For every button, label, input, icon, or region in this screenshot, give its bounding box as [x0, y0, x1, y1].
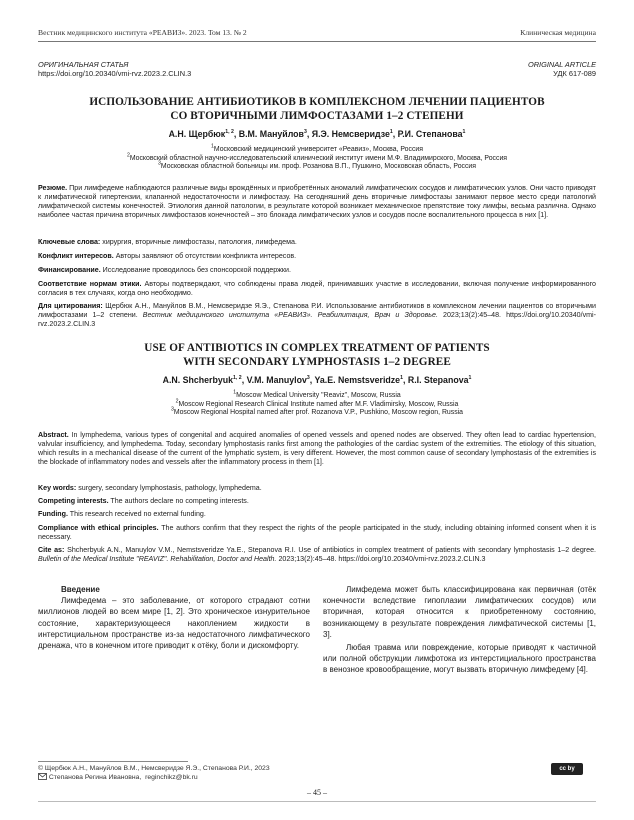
title-en-line2: WITH SECONDARY LYMPHOSTASIS 1–2 DEGREE — [183, 356, 451, 369]
funding-en-label: Funding. — [38, 510, 68, 518]
affiliation-text: Московская областной больницы им. проф. Розанова В.П., Пушкино, Московская область, Россия — [160, 163, 477, 171]
keywords-ru-label: Ключевые слова: — [38, 238, 101, 246]
journal-running-title: Вестник медицинского института «РЕАВИЗ». 2023. Том 13. № 2 — [38, 28, 247, 37]
conflict-en-label: Competing interests. — [38, 497, 109, 505]
conflict-en — [38, 497, 596, 506]
authors-ru — [38, 129, 596, 139]
affiliations-ru — [38, 143, 596, 172]
funding-en — [38, 510, 596, 519]
contact-line — [38, 773, 198, 782]
affiliation — [38, 406, 596, 418]
citation-ru-tail: 2023;13(2):45–48. https://doi.org/10.20340/vmi-rvz.2023.2.CLIN.3 — [38, 310, 596, 328]
funding-ru — [38, 266, 596, 275]
affiliation-sup: 1 — [233, 389, 237, 396]
doi-link[interactable]: https://doi.org/10.20340/vmi-rvz.2023.2.CLIN.3 — [38, 69, 192, 78]
author-sup: 1 — [468, 375, 472, 382]
funding-ru-text: Исследование проводилось без спонсорской поддержки. — [102, 266, 291, 274]
title-en-line1: USE OF ANTIBIOTICS IN COMPLEX TREATMENT OF PATIENTS — [144, 342, 490, 354]
copyright-line: © Щербюк А.Н., Мануйлов В.М., Немсверидзе Я.Э., Степанова Р.И., 2023 — [38, 765, 270, 772]
author: V.M. Manuylov — [246, 375, 307, 385]
intro-paragraph: Лимфедема – это заболевание, от которого страдают сотни миллионов людей во всем мире [1, 2]. Это хроническое изнурительное состояние, характеризующееся накоплением жидкости в интерстициальном пространстве из-за недостаточного лимфатического дренажа, что в конечном итоге приводит к отёку, боли и дискомфорту. — [38, 596, 310, 651]
authors-en — [38, 375, 596, 385]
udk-code: УДК 617-089 — [553, 69, 596, 78]
affiliation-text: Moscow Regional Research Clinical Institute named after M.F. Vladimirsky, Moscow, Russia — [178, 400, 459, 408]
affiliation — [38, 152, 596, 164]
author: А.Н. Щербюк — [168, 129, 226, 139]
author-separator: , — [309, 375, 315, 385]
conflict-ru-text: Авторы заявляют об отсутствии конфликта интересов. — [115, 252, 297, 260]
author: Ya.E. Nemstsveridze — [314, 375, 401, 385]
conflict-ru-label: Конфликт интересов. — [38, 252, 114, 260]
author-sup: 3 — [306, 375, 310, 382]
ethics-en-label: Compliance with ethical principles. — [38, 524, 159, 532]
author: Р.И. Степанова — [397, 129, 463, 139]
affiliation-text: Moscow Regional Hospital named after prof. Rozanova V.P., Pushkino, Moscow region, Russia — [173, 409, 464, 417]
body-left-column — [38, 584, 310, 651]
author-sup: 1, 2 — [225, 129, 234, 136]
affiliation-sup: 2 — [175, 398, 179, 405]
affiliation-text: Московский медицинский университет «Реавиз», Москва, Россия — [213, 146, 423, 153]
author-sup: 3 — [303, 129, 307, 136]
page-number: – 45 – — [307, 788, 327, 797]
affiliation — [38, 389, 596, 401]
author-sup: 1, 2 — [233, 375, 242, 382]
affiliation-sup: 3 — [170, 406, 174, 413]
keywords-ru-text: хирургия, вторичные лимфостазы, патология, лимфедема. — [102, 238, 297, 246]
ethics-ru-label: Соответствие нормам этики. — [38, 280, 142, 288]
citation-en-tail: 2023;13(2):45–48. https://doi.org/10.20340/vmi-rvz.2023.2.CLIN.3 — [278, 554, 486, 563]
ethics-en-text: The authors confirm that they respect the rights of the people participated in the study, including obtaining informed consent when it is necessary. — [38, 524, 597, 541]
header-divider — [38, 41, 596, 42]
citation-en-text: Shcherbyuk A.N., Manuylov V.M., Nemstsveridze Ya.E., Stepanova R.I. Use of antibiotics in complex treatment of patients with secondary lymphostasis 1–2 degree. — [67, 546, 596, 554]
bottom-divider — [38, 801, 596, 802]
footer-divider — [38, 761, 188, 762]
contact-email[interactable]: reginchikz@bk.ru — [145, 774, 198, 781]
affiliation-sup: 2 — [126, 152, 130, 159]
abstract-ru-text: При лимфедеме наблюдаются различные виды врождённых и приобретённых аномалий лимфатических сосудов и лимфатических узлов. Они часто приводят к лимфатической гипертензии, клапанной недостаточности и лимфостазу. На сегодняшний день вторичные лимфостазы занимают первое место среди патологий лимфатической системы конечностей. Этиология данной патологии, в результате которой возникает механическое препятствие току лимфы, весьма различна. Однако наиболее частая причина вторичных лимфостазов конечностей – это блокада лимфатических узлов и сосудов после воспалительного процесса в них [1]. — [38, 184, 596, 219]
article-type-en: ORIGINAL ARTICLE — [527, 60, 596, 69]
affiliation — [38, 398, 596, 410]
abstract-ru — [38, 184, 596, 219]
funding-ru-label: Финансирование. — [38, 266, 101, 274]
section-running-title: Клиническая медицина — [520, 28, 596, 37]
trauma-paragraph: Любая травма или повреждение, которые приводят к частичной или полной обструкции лимфотока из интерстициального пространства в венозное кровообращение, могут вызвать вторичную лимфедему [4]. — [323, 643, 596, 675]
title-en — [38, 341, 596, 370]
keywords-en-text: surgery, secondary lymphostasis, pathology, lymphedema. — [78, 484, 262, 492]
author: A.N. Shcherbyuk — [162, 375, 234, 385]
author-separator: , — [306, 129, 312, 139]
contact-name: Степанова Регина Ивановна, — [48, 774, 142, 781]
ethics-en — [38, 524, 596, 542]
author-separator: , — [241, 375, 247, 385]
affiliation-text: Moscow Medical University "Reaviz", Moscow, Russia — [236, 392, 401, 399]
citation-en-label: Cite as: — [38, 546, 65, 554]
article-type-ru: ОРИГИНАЛЬНАЯ СТАТЬЯ — [38, 60, 129, 69]
cc-license-icon[interactable]: cc by — [551, 763, 583, 775]
affiliation — [38, 143, 596, 155]
keywords-en-label: Key words: — [38, 484, 77, 492]
envelope-icon — [38, 774, 49, 781]
affiliation-sup: 1 — [211, 143, 214, 150]
title-ru-line2: СО ВТОРИЧНЫМИ ЛИМФОСТАЗАМИ 1–2 СТЕПЕНИ — [170, 110, 464, 123]
citation-en — [38, 546, 596, 564]
citation-ru-text: Щербюк А.Н., Мануйлов В.М., Немсверидзе Я.Э., Степанова Р.И. Использование антибиотиков в комплексном лечении пациентов со вторичными лимфостазами 1–2 степени. — [38, 302, 596, 319]
author: R.I. Stepanova — [407, 375, 469, 385]
affiliations-en — [38, 389, 596, 418]
citation-ru-journal: Вестник медицинского института «РЕАВИЗ». Реабилитация, Врач и Здоровье. — [142, 310, 438, 319]
author-separator: , — [402, 375, 408, 385]
keywords-ru — [38, 238, 596, 247]
title-ru — [38, 95, 596, 124]
keywords-en — [38, 484, 596, 493]
author-sup: 1 — [389, 129, 393, 136]
affiliation-sup: 3 — [157, 160, 161, 167]
author-separator: , — [233, 129, 239, 139]
author: В.М. Мануйлов — [238, 129, 304, 139]
intro-heading: Введение — [61, 585, 100, 594]
body-right-column — [323, 584, 596, 676]
author-separator: , — [392, 129, 398, 139]
classification-paragraph: Лимфедема может быть классифицирована как первичная (отёк конечности вследствие гипоплазии лимфатических сосудов) или вторичная, которая относится к приобретенному состоянию, возникающему в результате повреждения лимфатической системы [1, 3]. — [323, 585, 596, 639]
abstract-en — [38, 431, 596, 466]
author-sup: 1 — [400, 375, 403, 382]
affiliation — [38, 160, 596, 172]
abstract-en-label: Abstract. — [38, 431, 69, 439]
citation-ru — [38, 302, 596, 329]
abstract-ru-label: Резюме. — [38, 184, 68, 192]
ethics-ru — [38, 280, 596, 298]
abstract-en-text: In lymphedema, various types of congenital and acquired anomalies of opened vessels and opened nodes are observed. They often lead to cardiac hypertension, valvular insufficiency, and lymphedema. Today, secondary lymphostasis ranks first among the pathologies of the cardiac system of the extremities. The etiology of this situation, which results in a mechanical disease of the current of the lymphatic system, is very different. However, the most common cause of secondary lymphostasis of the extremities is the blockade of inflammatory nodes and vessels after the inflammatory process in them [1]. — [38, 431, 596, 466]
affiliation-text: Московский областной научно-исследовательский клинический институт имени М.Ф. Владимирского, Москва, Россия — [129, 154, 508, 162]
author: Я.Э. Немсверидзе — [311, 129, 390, 139]
ethics-ru-text: Авторы подтверждают, что соблюдены права людей, принимавших участие в исследовании, включая получение информированного согласия в тех случаях, когда оно необходимо. — [38, 280, 596, 297]
conflict-en-text: The authors declare no competing interests. — [110, 497, 249, 505]
title-ru-line1: ИСПОЛЬЗОВАНИЕ АНТИБИОТИКОВ В КОМПЛЕКСНОМ ЛЕЧЕНИИ ПАЦИЕНТОВ — [89, 96, 545, 108]
citation-ru-label: Для цитирования: — [38, 302, 103, 310]
funding-en-text: This research received no external funding. — [69, 510, 206, 518]
author-sup: 1 — [462, 129, 466, 136]
citation-en-journal: Bulletin of the Medical Institute "REAVIZ". Rehabilitation, Doctor and Health. — [38, 554, 277, 563]
conflict-ru — [38, 252, 596, 261]
